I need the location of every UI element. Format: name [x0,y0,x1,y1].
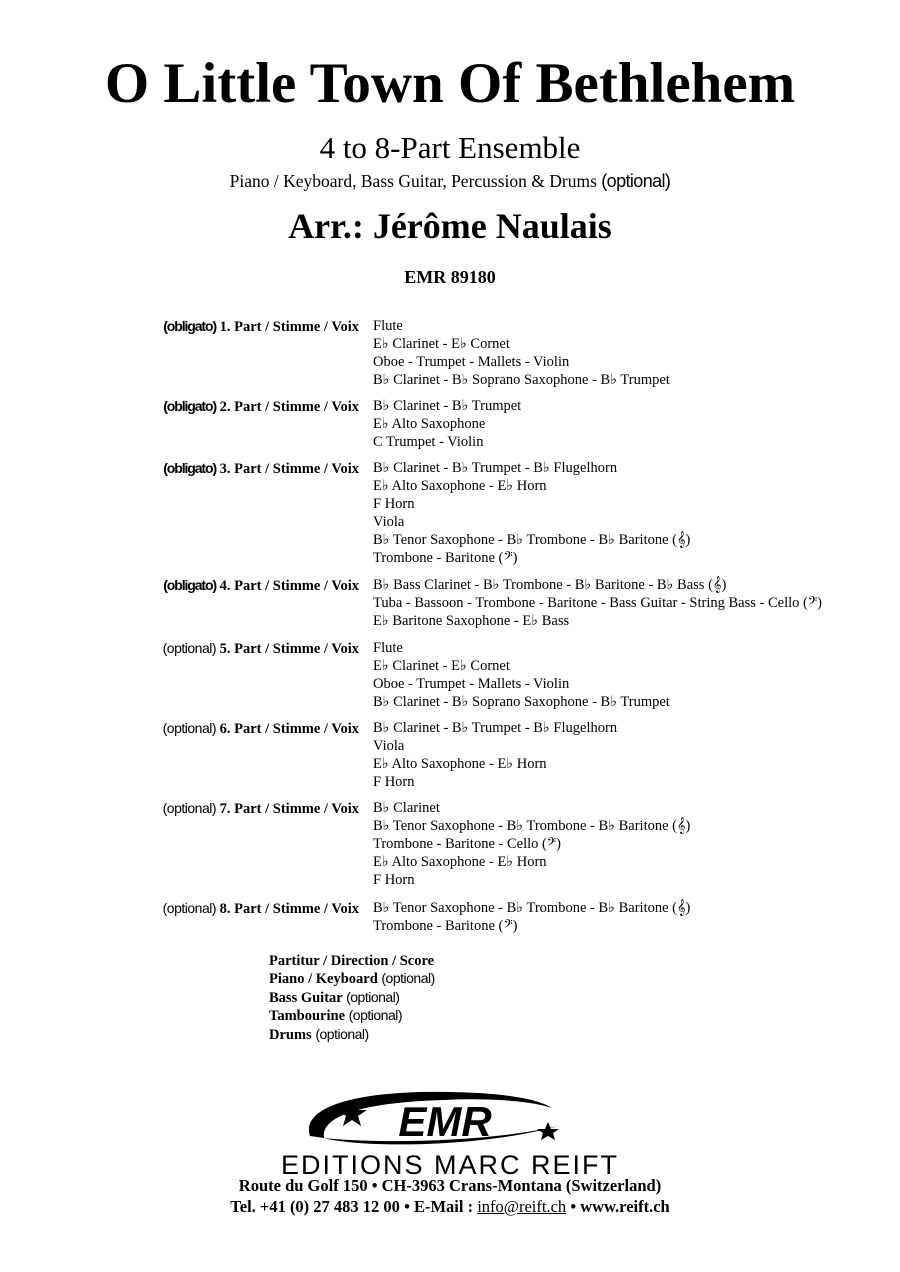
instrument-line: E♭ Clarinet - E♭ Cornet [373,658,510,674]
part-status: (optional) [162,720,217,736]
instrument-line: E♭ Alto Saxophone - E♭ Horn [373,854,547,870]
instrument-line: Trombone - Baritone (𝄢) [373,550,518,566]
instrument-line: F Horn [373,496,415,512]
instrument-line: B♭ Bass Clarinet - B♭ Trombone - B♭ Baritone - B♭ Bass (𝄞) [373,577,727,593]
part-number: 5. [219,641,231,657]
part-status: (optional) [162,900,217,916]
part-entry [0,397,900,459]
parts-list [0,317,900,939]
part-status: (optional) [162,640,217,656]
logo-text: EMR [398,1098,492,1145]
part-instruments [373,799,900,889]
ensemble-subtitle: 4 to 8-Part Ensemble [319,130,581,165]
part-suffix: Part / Stimme / Voix [234,399,359,415]
part-entry [0,899,900,939]
part-suffix: Part / Stimme / Voix [234,641,359,657]
part-status: (obligato) [163,398,217,414]
part-entry [0,799,900,899]
part-suffix: Part / Stimme / Voix [234,461,359,477]
catalog-number: EMR 89180 [404,267,496,287]
email-label: E-Mail : [413,1197,474,1216]
instrument-line: Viola [373,514,405,530]
instrument-line: E♭ Clarinet - E♭ Cornet [373,336,510,352]
instrument-line: Tuba - Bassoon - Trombone - Baritone - Bass Guitar - String Bass - Cello (𝄢) [373,595,823,611]
instrument-line: E♭ Baritone Saxophone - E♭ Bass [373,613,570,629]
part-entry [0,639,900,719]
part-entry [0,576,900,639]
instrument-line: F Horn [373,774,415,790]
part-status: (obligato) [163,318,217,334]
extra-label: Tambourine [269,1008,346,1025]
part-number: 2. [219,399,231,415]
instrument-line: E♭ Alto Saxophone - E♭ Horn [373,756,547,772]
extra-item [269,970,435,988]
instrument-line: B♭ Clarinet - B♭ Trumpet - B♭ Flugelhorn [373,720,618,736]
extra-item [269,953,435,970]
part-instruments [373,317,900,389]
extra-label: Piano / Keyboard [269,971,378,988]
part-suffix: Part / Stimme / Voix [234,801,359,817]
instrument-line: B♭ Clarinet - B♭ Soprano Saxophone - B♭ Trumpet [373,372,670,388]
email-link[interactable]: info@reift.ch [477,1197,567,1216]
part-number: 1. [219,319,231,335]
part-number: 4. [219,578,231,594]
extra-label: Bass Guitar [269,989,343,1006]
instrumentation-optional: (optional) [601,171,671,191]
part-suffix: Part / Stimme / Voix [234,319,359,335]
instrument-line: B♭ Clarinet - B♭ Trumpet - B♭ Flugelhorn [373,460,618,476]
part-label [163,317,359,336]
instrument-line: Flute [373,640,403,656]
instrument-line: Trombone - Baritone (𝄢) [373,918,518,934]
extra-label: Partitur / Direction / Score [269,953,435,969]
part-number: 7. [219,801,231,817]
instrument-line: Oboe - Trumpet - Mallets - Violin [373,354,570,370]
phone: Tel. +41 (0) 27 483 12 00 [230,1197,400,1216]
instrumentation-text: Piano / Keyboard, Bass Guitar, Percussion & Drums [229,171,597,191]
part-label [163,799,359,818]
extras-list [269,953,435,1044]
part-label [163,576,359,595]
instrument-line: C Trumpet - Violin [373,434,484,450]
instrumentation-line [0,170,900,192]
extra-note: (optional) [315,1025,369,1042]
part-entry [0,719,900,799]
part-status: (obligato) [163,460,217,476]
extra-note: (optional) [346,988,400,1005]
page-title: O Little Town Of Bethlehem [104,52,796,115]
part-instruments [373,576,900,630]
part-number: 3. [219,461,231,477]
instrument-line: E♭ Alto Saxophone [373,416,486,432]
instrument-line: E♭ Alto Saxophone - E♭ Horn [373,478,547,494]
extra-item [269,1007,435,1025]
extra-label: Drums [269,1026,312,1043]
publisher-address: Route du Golf 150 • CH-3963 Crans-Montana (Switzerland) [238,1176,662,1195]
publisher-name: EDITIONS MARC REIFT [280,1150,619,1180]
publisher-contact: Tel. +41 (0) 27 483 12 00 • E-Mail : info@reift.ch • www.reift.ch [230,1197,670,1216]
part-label [163,397,359,416]
instrument-line: Oboe - Trumpet - Mallets - Violin [373,676,570,692]
part-instruments [373,459,900,567]
part-number: 8. [219,901,231,917]
instrument-line: B♭ Clarinet [373,800,440,816]
instrument-line: B♭ Tenor Saxophone - B♭ Trombone - B♭ Baritone (𝄞) [373,818,691,834]
instrument-line: Trombone - Baritone - Cello (𝄢) [373,836,561,852]
part-instruments [373,397,900,451]
instrument-line: B♭ Clarinet - B♭ Soprano Saxophone - B♭ Trumpet [373,694,670,710]
part-number: 6. [219,721,231,737]
instrument-line: B♭ Tenor Saxophone - B♭ Trombone - B♭ Baritone (𝄞) [373,900,691,916]
part-suffix: Part / Stimme / Voix [234,578,359,594]
part-label [163,459,359,478]
arranger: Arr.: Jérôme Naulais [288,206,612,246]
part-instruments [373,899,900,935]
extra-item [269,1026,435,1044]
emr-logo-icon [240,1086,660,1156]
extra-note: (optional) [381,970,435,987]
part-suffix: Part / Stimme / Voix [234,901,359,917]
instrument-line: Viola [373,738,405,754]
part-instruments [373,719,900,791]
part-entry [0,317,900,397]
part-label [163,899,359,918]
extra-note: (optional) [348,1007,403,1024]
part-label [163,719,359,738]
instrument-line: Flute [373,318,403,334]
part-entry [0,459,900,576]
instrument-line: B♭ Clarinet - B♭ Trumpet [373,398,522,414]
part-label [163,639,359,658]
website: www.reift.ch [580,1197,670,1216]
instrument-line: B♭ Tenor Saxophone - B♭ Trombone - B♭ Baritone (𝄞) [373,532,691,548]
instrument-line: F Horn [373,872,415,888]
part-status: (optional) [162,800,217,816]
part-status: (obligato) [163,577,217,593]
part-instruments [373,639,900,711]
extra-item [269,989,435,1007]
part-suffix: Part / Stimme / Voix [234,721,359,737]
